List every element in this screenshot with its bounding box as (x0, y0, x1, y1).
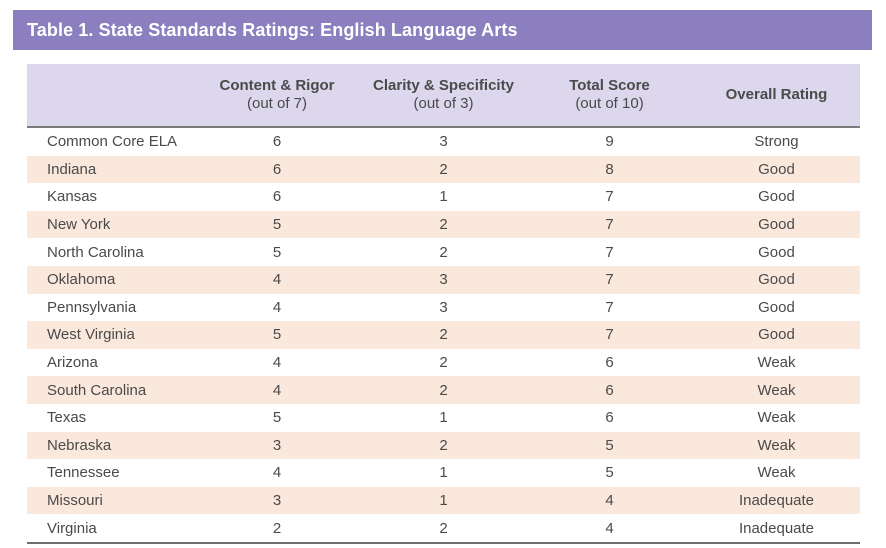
cell-total-score: 6 (605, 409, 614, 427)
cell-state: West Virginia (27, 321, 193, 349)
cell-content-rigor: 5 (272, 243, 282, 261)
cell-content-rigor: 3 (193, 487, 361, 515)
header-label: Overall Rating (725, 86, 828, 103)
cell-content-rigor: 6 (272, 133, 282, 151)
table-row (27, 321, 860, 349)
table-title: Table 1. State Standards Ratings: English Language Arts (13, 10, 872, 50)
header-state (27, 64, 193, 127)
cell-clarity-specificity: 2 (361, 432, 526, 460)
cell-content-rigor: 2 (193, 514, 361, 543)
cell-state: Common Core ELA (47, 133, 178, 151)
cell-clarity-specificity: 3 (361, 266, 526, 294)
table-row (27, 294, 860, 322)
cell-state: Missouri (27, 487, 193, 515)
cell-clarity-specificity: 2 (361, 211, 526, 239)
header-sublabel: (out of 3) (413, 95, 474, 112)
table-row (27, 404, 860, 432)
cell-overall-rating: Good (758, 243, 795, 261)
cell-state: Tennessee (47, 464, 120, 482)
cell-content-rigor: 4 (193, 376, 361, 404)
cell-state: North Carolina (47, 243, 144, 261)
header-overall-rating (693, 64, 860, 127)
header-total-score (526, 64, 693, 127)
table-header-row (27, 64, 860, 127)
cell-state: Oklahoma (27, 266, 193, 294)
cell-overall-rating: Good (758, 298, 795, 316)
table-row (27, 514, 860, 543)
cell-total-score: 5 (526, 432, 693, 460)
cell-total-score: 7 (605, 188, 614, 206)
header-clarity-specificity (361, 64, 526, 127)
cell-state: Nebraska (27, 432, 193, 460)
cell-overall-rating: Good (693, 156, 860, 184)
cell-total-score: 9 (605, 133, 614, 151)
cell-total-score: 7 (526, 321, 693, 349)
cell-total-score: 6 (526, 376, 693, 404)
cell-total-score: 4 (526, 487, 693, 515)
ratings-table (27, 64, 860, 544)
table-row (27, 127, 860, 156)
cell-total-score: 7 (605, 298, 614, 316)
table-row (27, 459, 860, 487)
cell-content-rigor: 5 (272, 409, 282, 427)
table-row (27, 211, 860, 239)
table-row (27, 487, 860, 515)
cell-overall-rating: Weak (693, 432, 860, 460)
cell-content-rigor: 3 (193, 432, 361, 460)
cell-total-score: 8 (526, 156, 693, 184)
cell-overall-rating: Weak (757, 354, 796, 372)
cell-content-rigor: 5 (193, 211, 361, 239)
header-sublabel: (out of 10) (575, 95, 644, 112)
cell-content-rigor: 5 (193, 321, 361, 349)
cell-overall-rating: Strong (754, 133, 799, 151)
cell-state: New York (27, 211, 193, 239)
header-sublabel: (out of 7) (246, 95, 308, 112)
cell-overall-rating: Weak (757, 464, 796, 482)
cell-content-rigor: 6 (193, 156, 361, 184)
cell-clarity-specificity: 2 (439, 354, 448, 372)
cell-clarity-specificity: 3 (439, 133, 448, 151)
header-label: Total Score (569, 77, 650, 94)
cell-state: Virginia (27, 514, 193, 543)
header-content-rigor (193, 64, 361, 127)
cell-state: Indiana (27, 156, 193, 184)
cell-content-rigor: 6 (272, 188, 282, 206)
cell-clarity-specificity: 2 (439, 243, 448, 261)
cell-clarity-specificity: 2 (361, 376, 526, 404)
cell-total-score: 7 (526, 211, 693, 239)
table-row (27, 432, 860, 460)
header-label: Content & Rigor (219, 77, 335, 94)
cell-state: Pennsylvania (47, 298, 137, 316)
cell-clarity-specificity: 1 (361, 487, 526, 515)
cell-clarity-specificity: 1 (439, 464, 448, 482)
cell-total-score: 6 (605, 354, 614, 372)
cell-state: Kansas (47, 188, 98, 206)
cell-clarity-specificity: 2 (361, 514, 526, 543)
table-row (27, 156, 860, 184)
cell-overall-rating: Good (758, 188, 795, 206)
cell-content-rigor: 4 (272, 464, 282, 482)
cell-clarity-specificity: 2 (361, 156, 526, 184)
cell-overall-rating: Weak (693, 376, 860, 404)
cell-content-rigor: 4 (193, 266, 361, 294)
table-row (27, 238, 860, 266)
cell-clarity-specificity: 2 (361, 321, 526, 349)
table-row (27, 183, 860, 211)
cell-overall-rating: Weak (757, 409, 796, 427)
cell-overall-rating: Inadequate (693, 487, 860, 515)
cell-state: South Carolina (27, 376, 193, 404)
cell-total-score: 7 (605, 243, 614, 261)
table-body (27, 127, 860, 543)
cell-overall-rating: Inadequate (693, 514, 860, 543)
cell-total-score: 7 (526, 266, 693, 294)
cell-clarity-specificity: 1 (439, 409, 448, 427)
table-row (27, 349, 860, 377)
cell-state: Texas (47, 409, 87, 427)
ratings-table-container (27, 64, 860, 544)
cell-clarity-specificity: 1 (439, 188, 448, 206)
cell-total-score: 4 (526, 514, 693, 543)
cell-state: Arizona (47, 354, 98, 372)
cell-content-rigor: 4 (272, 298, 282, 316)
cell-total-score: 5 (605, 464, 614, 482)
cell-overall-rating: Good (693, 321, 860, 349)
cell-clarity-specificity: 3 (439, 298, 448, 316)
table-row (27, 376, 860, 404)
header-label: Clarity & Specificity (373, 77, 514, 94)
cell-overall-rating: Good (693, 266, 860, 294)
table-row (27, 266, 860, 294)
cell-overall-rating: Good (693, 211, 860, 239)
cell-content-rigor: 4 (272, 354, 282, 372)
